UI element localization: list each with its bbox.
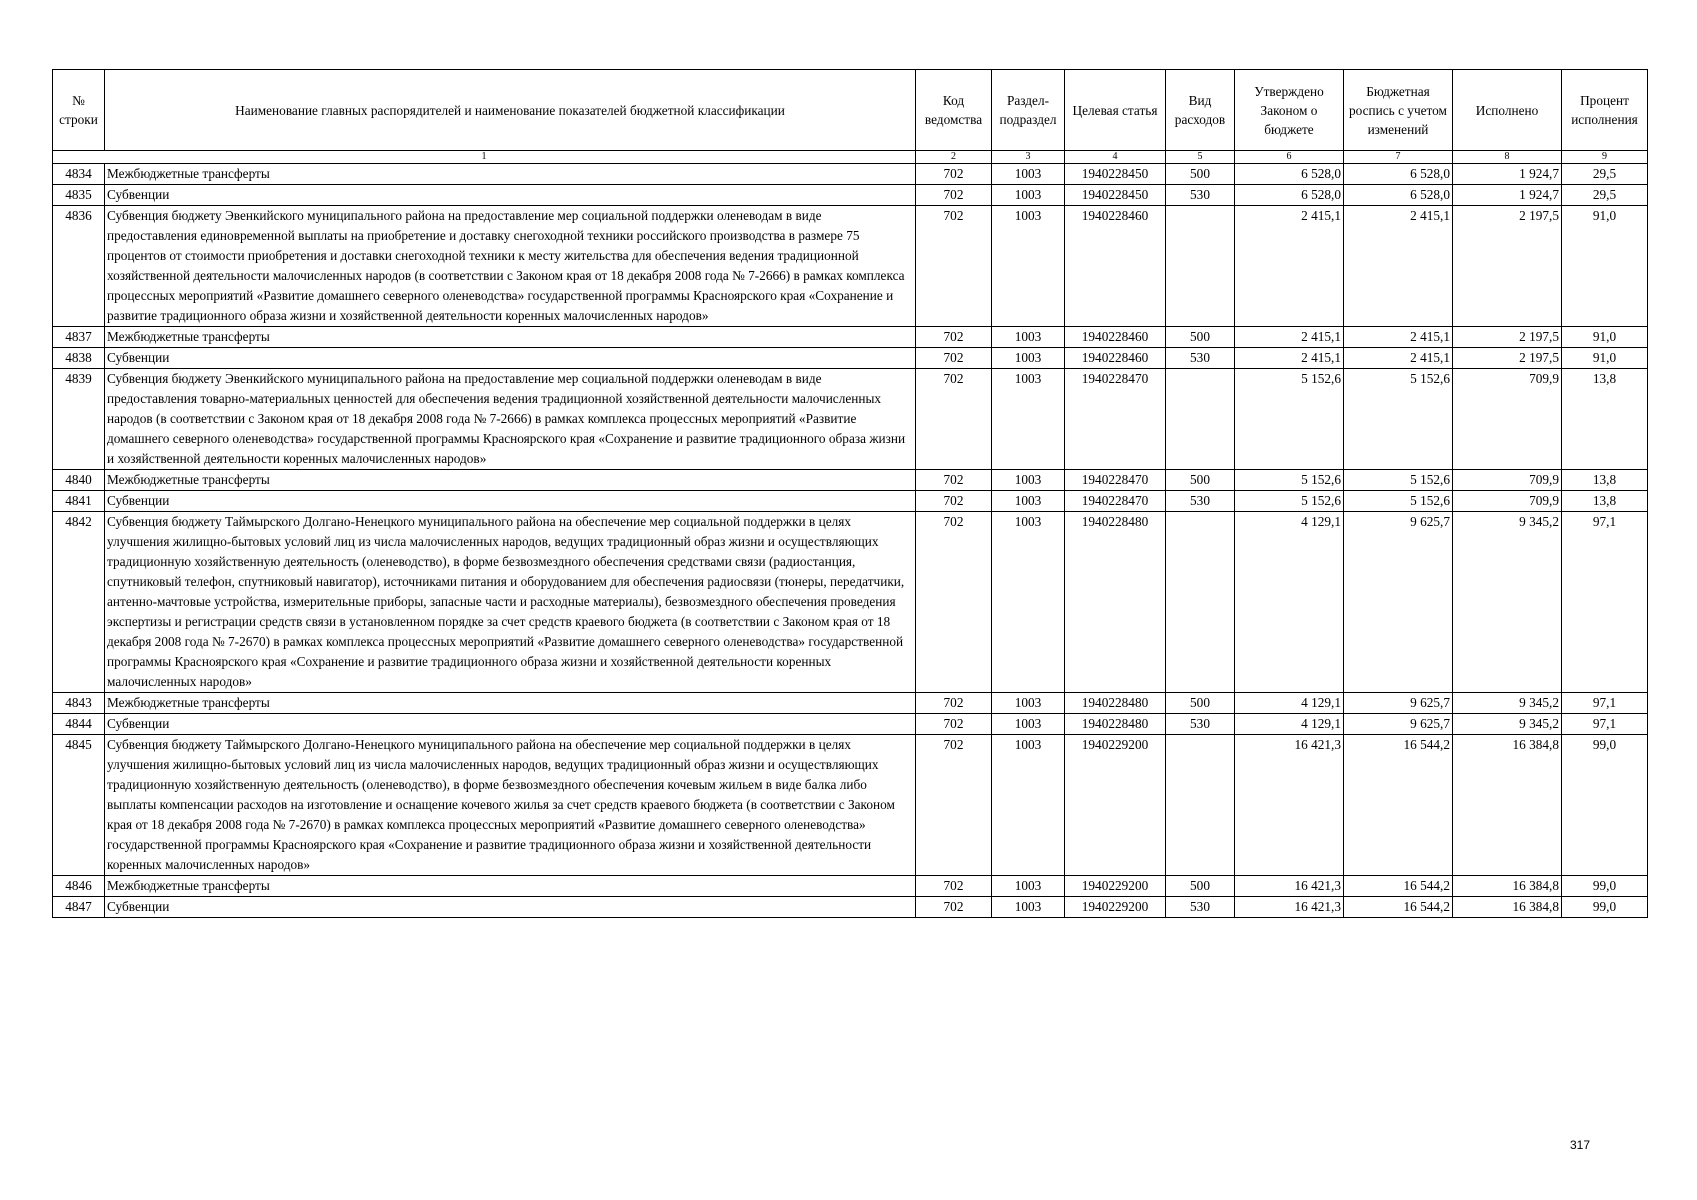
row-target: 1940228480: [1065, 512, 1166, 693]
table-row: [53, 327, 1648, 348]
column-number: 6: [1235, 151, 1344, 164]
row-expense-type: 500: [1166, 876, 1235, 897]
row-approved: 16 421,3: [1235, 897, 1344, 918]
row-executed: 16 384,8: [1453, 735, 1562, 876]
header-expense-type: Вид расходов: [1166, 70, 1235, 151]
row-executed: 709,9: [1453, 470, 1562, 491]
row-expense-type: [1166, 735, 1235, 876]
row-executed: 9 345,2: [1453, 512, 1562, 693]
column-number: 2: [916, 151, 992, 164]
row-dept-code: 702: [916, 206, 992, 327]
row-executed: 2 197,5: [1453, 206, 1562, 327]
row-dept-code: 702: [916, 369, 992, 470]
row-name: Субвенция бюджету Эвенкийского муниципального района на предоставление мер социальной поддержки оленеводам в виде предоставления единовременной выплаты на приобретение и доставку снегоходной техники российского производства в размере 75 процентов от стоимости приобретения и доставки снегоходной техники к месту жительства для обеспечения ведения традиционной хозяйственной деятельности малочисленных народов (в соответствии с Законом края от 18 декабря 2008 года № 7-2666) в рамках комплекса процессных мероприятий «Развитие домашнего северного оленеводства» государственной программы Красноярского края «Сохранение и развитие традиционного образа жизни и хозяйственной деятельности коренных малочисленных народов»: [105, 206, 916, 327]
row-approved: 4 129,1: [1235, 512, 1344, 693]
row-number: 4841: [53, 491, 105, 512]
row-name: Субвенция бюджету Таймырского Долгано-Ненецкого муниципального района на обеспечение мер социальной поддержки в целях улучшения жилищно-бытовых условий лиц из числа малочисленных народов, ведущих традиционный образ жизни и осуществляющих традиционную хозяйственную деятельность (оленеводство), в форме безвозмездного обеспечения средствами связи (радиостанция, спутниковый телефон, спутниковый навигатор), источниками питания и оборудованием для обеспечения радиосвязи (тюнеры, передатчики, антенно-мачтовые устройства, измерительные приборы, запасные части и расходные материалы), безвозмездного обеспечения проведения экспертизы и регистрации средств связи в установленном порядке за счет средств краевого бюджета (в соответствии с Законом края от 18 декабря 2008 года № 7-2670) в рамках комплекса процессных мероприятий «Развитие домашнего северного оленеводства» государственной программы Красноярского края «Сохранение и развитие традиционного образа жизни и хозяйственной деятельности коренных малочисленных народов»: [105, 512, 916, 693]
row-section: 1003: [992, 348, 1065, 369]
table-row: [53, 164, 1648, 185]
row-executed: 16 384,8: [1453, 897, 1562, 918]
row-target: 1940228470: [1065, 491, 1166, 512]
row-name: Субвенции: [105, 348, 916, 369]
row-target: 1940229200: [1065, 735, 1166, 876]
row-approved: 2 415,1: [1235, 348, 1344, 369]
row-name: Субвенции: [105, 185, 916, 206]
table-row: [53, 714, 1648, 735]
row-percent: 91,0: [1562, 348, 1648, 369]
column-number: 8: [1453, 151, 1562, 164]
row-approved: 4 129,1: [1235, 714, 1344, 735]
header-executed: Исполнено: [1453, 70, 1562, 151]
row-budget-list: 5 152,6: [1344, 470, 1453, 491]
table-header-row: [53, 70, 1648, 151]
row-dept-code: 702: [916, 714, 992, 735]
row-name: Межбюджетные трансферты: [105, 327, 916, 348]
column-number: 9: [1562, 151, 1648, 164]
row-expense-type: [1166, 369, 1235, 470]
row-budget-list: 2 415,1: [1344, 206, 1453, 327]
row-section: 1003: [992, 491, 1065, 512]
row-number: 4844: [53, 714, 105, 735]
row-dept-code: 702: [916, 470, 992, 491]
row-expense-type: 500: [1166, 470, 1235, 491]
column-number: 3: [992, 151, 1065, 164]
table-row: [53, 348, 1648, 369]
row-target: 1940228470: [1065, 369, 1166, 470]
row-name: Субвенции: [105, 897, 916, 918]
row-target: 1940228470: [1065, 470, 1166, 491]
table-row: [53, 470, 1648, 491]
header-dept-code: Код ведомства: [916, 70, 992, 151]
column-number: 4: [1065, 151, 1166, 164]
row-approved: 4 129,1: [1235, 693, 1344, 714]
row-executed: 2 197,5: [1453, 348, 1562, 369]
row-approved: 6 528,0: [1235, 185, 1344, 206]
row-percent: 13,8: [1562, 470, 1648, 491]
row-name: Субвенция бюджету Эвенкийского муниципального района на предоставление мер социальной поддержки оленеводам в виде предоставления товарно-материальных ценностей для обеспечения ведения традиционной хозяйственной деятельности малочисленных народов (в соответствии с Законом края от 18 декабря 2008 года № 7-2666) в рамках комплекса процессных мероприятий «Развитие домашнего северного оленеводства» государственной программы Красноярского края «Сохранение и развитие традиционного образа жизни и хозяйственной деятельности коренных малочисленных народов»: [105, 369, 916, 470]
row-expense-type: 530: [1166, 185, 1235, 206]
column-numbers-row: [53, 151, 1648, 164]
row-name: Субвенции: [105, 714, 916, 735]
row-number: 4845: [53, 735, 105, 876]
row-percent: 97,1: [1562, 714, 1648, 735]
row-expense-type: 500: [1166, 693, 1235, 714]
row-percent: 99,0: [1562, 897, 1648, 918]
row-budget-list: 5 152,6: [1344, 369, 1453, 470]
row-target: 1940228460: [1065, 206, 1166, 327]
row-executed: 16 384,8: [1453, 876, 1562, 897]
row-dept-code: 702: [916, 897, 992, 918]
row-budget-list: 6 528,0: [1344, 164, 1453, 185]
header-name: Наименование главных распорядителей и наименование показателей бюджетной классификации: [105, 70, 916, 151]
header-approved: Утверждено Законом о бюджете: [1235, 70, 1344, 151]
row-expense-type: [1166, 512, 1235, 693]
row-percent: 29,5: [1562, 185, 1648, 206]
row-dept-code: 702: [916, 735, 992, 876]
row-name: Субвенция бюджету Таймырского Долгано-Ненецкого муниципального района на обеспечение мер социальной поддержки в целях улучшения жилищно-бытовых условий лиц из числа малочисленных народов, ведущих традиционный образ жизни и осуществляющих традиционную хозяйственную деятельность (оленеводство), в форме безвозмездного обеспечения кочевым жильем в виде балка либо выплаты компенсации расходов на изготовление и оснащение кочевого жилья за счет средств краевого бюджета (в соответствии с Законом края от 18 декабря 2008 года № 7-2670) в рамках комплекса процессных мероприятий «Развитие домашнего северного оленеводства» государственной программы Красноярского края «Сохранение и развитие традиционного образа жизни и хозяйственной деятельности коренных малочисленных народов»: [105, 735, 916, 876]
row-percent: 97,1: [1562, 512, 1648, 693]
row-budget-list: 2 415,1: [1344, 348, 1453, 369]
row-target: 1940228460: [1065, 348, 1166, 369]
row-expense-type: 500: [1166, 164, 1235, 185]
row-number: 4834: [53, 164, 105, 185]
row-number: 4846: [53, 876, 105, 897]
row-number: 4840: [53, 470, 105, 491]
page-number: 317: [1570, 1138, 1591, 1152]
table-row: [53, 693, 1648, 714]
row-section: 1003: [992, 714, 1065, 735]
header-budget-list: Бюджетная роспись с учетом изменений: [1344, 70, 1453, 151]
row-name: Субвенции: [105, 491, 916, 512]
row-number: 4847: [53, 897, 105, 918]
row-section: 1003: [992, 369, 1065, 470]
row-section: 1003: [992, 512, 1065, 693]
row-expense-type: 500: [1166, 327, 1235, 348]
row-percent: 97,1: [1562, 693, 1648, 714]
row-budget-list: 9 625,7: [1344, 512, 1453, 693]
row-expense-type: [1166, 206, 1235, 327]
row-name: Межбюджетные трансферты: [105, 876, 916, 897]
row-number: 4838: [53, 348, 105, 369]
row-dept-code: 702: [916, 164, 992, 185]
row-section: 1003: [992, 897, 1065, 918]
header-row-no: № строки: [53, 70, 105, 151]
table-row: [53, 735, 1648, 876]
row-executed: 2 197,5: [1453, 327, 1562, 348]
row-executed: 9 345,2: [1453, 714, 1562, 735]
row-percent: 91,0: [1562, 327, 1648, 348]
row-approved: 6 528,0: [1235, 164, 1344, 185]
row-budget-list: 16 544,2: [1344, 735, 1453, 876]
row-approved: 2 415,1: [1235, 327, 1344, 348]
row-section: 1003: [992, 470, 1065, 491]
row-number: 4843: [53, 693, 105, 714]
row-executed: 1 924,7: [1453, 164, 1562, 185]
row-dept-code: 702: [916, 512, 992, 693]
table-row: [53, 369, 1648, 470]
row-expense-type: 530: [1166, 348, 1235, 369]
row-number: 4837: [53, 327, 105, 348]
table-row: [53, 897, 1648, 918]
row-executed: 1 924,7: [1453, 185, 1562, 206]
row-number: 4842: [53, 512, 105, 693]
row-target: 1940228450: [1065, 164, 1166, 185]
row-percent: 13,8: [1562, 491, 1648, 512]
row-section: 1003: [992, 164, 1065, 185]
row-section: 1003: [992, 735, 1065, 876]
row-approved: 16 421,3: [1235, 735, 1344, 876]
row-dept-code: 702: [916, 876, 992, 897]
row-percent: 91,0: [1562, 206, 1648, 327]
row-budget-list: 6 528,0: [1344, 185, 1453, 206]
row-section: 1003: [992, 693, 1065, 714]
row-target: 1940229200: [1065, 897, 1166, 918]
row-executed: 709,9: [1453, 369, 1562, 470]
row-dept-code: 702: [916, 327, 992, 348]
table-row: [53, 876, 1648, 897]
row-approved: 16 421,3: [1235, 876, 1344, 897]
row-number: 4839: [53, 369, 105, 470]
row-expense-type: 530: [1166, 714, 1235, 735]
row-budget-list: 16 544,2: [1344, 897, 1453, 918]
row-number: 4836: [53, 206, 105, 327]
row-percent: 99,0: [1562, 876, 1648, 897]
row-executed: 709,9: [1453, 491, 1562, 512]
row-budget-list: 9 625,7: [1344, 714, 1453, 735]
table-body: [53, 164, 1648, 918]
row-approved: 5 152,6: [1235, 491, 1344, 512]
row-approved: 5 152,6: [1235, 470, 1344, 491]
row-budget-list: 16 544,2: [1344, 876, 1453, 897]
row-dept-code: 702: [916, 348, 992, 369]
row-executed: 9 345,2: [1453, 693, 1562, 714]
row-number: 4835: [53, 185, 105, 206]
row-percent: 29,5: [1562, 164, 1648, 185]
header-section: Раздел-подраздел: [992, 70, 1065, 151]
row-section: 1003: [992, 206, 1065, 327]
row-section: 1003: [992, 327, 1065, 348]
column-number: 5: [1166, 151, 1235, 164]
header-percent: Процент исполнения: [1562, 70, 1648, 151]
row-section: 1003: [992, 185, 1065, 206]
column-number: 7: [1344, 151, 1453, 164]
row-percent: 99,0: [1562, 735, 1648, 876]
row-target: 1940228480: [1065, 714, 1166, 735]
table-row: [53, 491, 1648, 512]
header-target: Целевая статья: [1065, 70, 1166, 151]
row-expense-type: 530: [1166, 491, 1235, 512]
row-name: Межбюджетные трансферты: [105, 470, 916, 491]
row-target: 1940229200: [1065, 876, 1166, 897]
row-name: Межбюджетные трансферты: [105, 164, 916, 185]
row-dept-code: 702: [916, 491, 992, 512]
row-expense-type: 530: [1166, 897, 1235, 918]
budget-table: [52, 69, 1648, 918]
row-target: 1940228480: [1065, 693, 1166, 714]
row-target: 1940228460: [1065, 327, 1166, 348]
column-number: 1: [53, 151, 916, 164]
row-name: Межбюджетные трансферты: [105, 693, 916, 714]
row-budget-list: 2 415,1: [1344, 327, 1453, 348]
row-dept-code: 702: [916, 185, 992, 206]
row-percent: 13,8: [1562, 369, 1648, 470]
row-approved: 2 415,1: [1235, 206, 1344, 327]
table-row: [53, 185, 1648, 206]
row-budget-list: 9 625,7: [1344, 693, 1453, 714]
row-approved: 5 152,6: [1235, 369, 1344, 470]
row-section: 1003: [992, 876, 1065, 897]
row-target: 1940228450: [1065, 185, 1166, 206]
row-dept-code: 702: [916, 693, 992, 714]
row-budget-list: 5 152,6: [1344, 491, 1453, 512]
table-row: [53, 206, 1648, 327]
table-row: [53, 512, 1648, 693]
